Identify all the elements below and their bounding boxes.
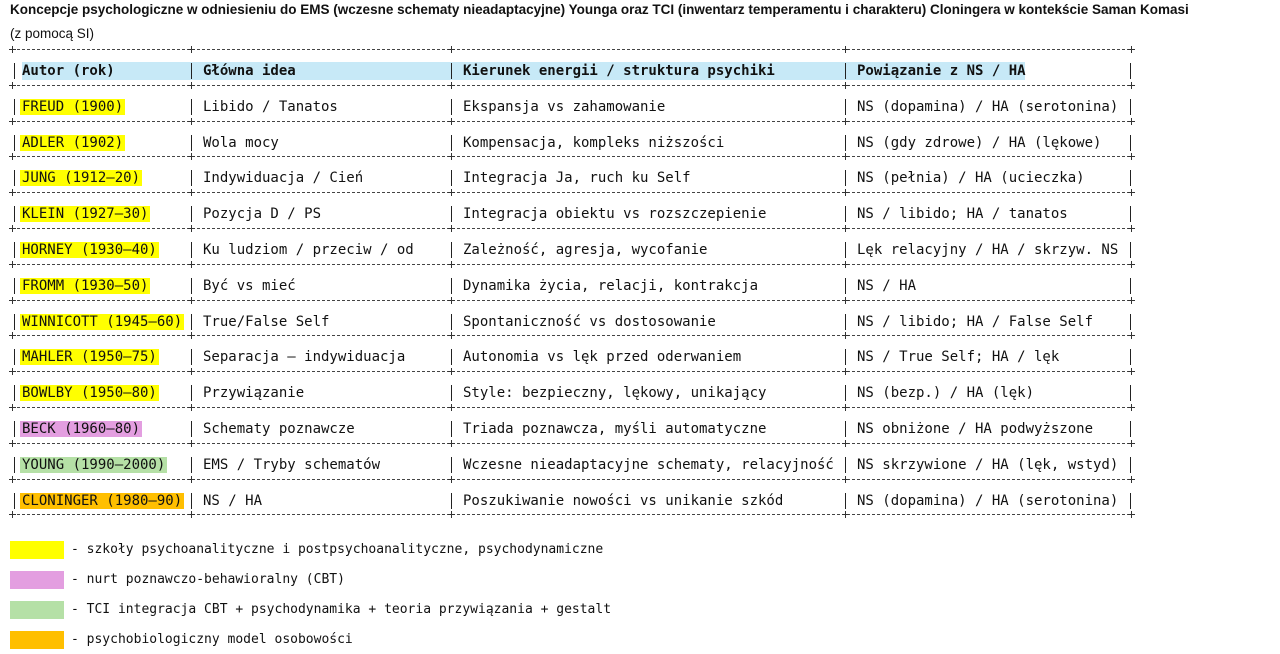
legend-swatch-orange bbox=[10, 631, 64, 649]
table-separator-line bbox=[12, 264, 1135, 265]
author-label: HORNEY (1930–40) bbox=[22, 242, 157, 258]
table-cell bbox=[463, 134, 724, 152]
cell-text: NS (gdy zdrowe) / HA (lękowe) bbox=[857, 135, 1102, 151]
table-cell bbox=[203, 420, 355, 438]
table-corner-marker bbox=[842, 404, 849, 411]
column-divider bbox=[1130, 493, 1131, 509]
column-divider bbox=[191, 63, 192, 79]
table-corner-marker bbox=[188, 476, 195, 483]
column-divider bbox=[14, 99, 15, 115]
table-corner-marker bbox=[448, 297, 455, 304]
table-corner-marker bbox=[448, 189, 455, 196]
header-label: Główna idea bbox=[203, 63, 296, 79]
page-title: Koncepcje psychologiczne w odniesieniu do EMS (wczesne schematy nieadaptacyjne) Younga oraz TCI (inwentarz temperamentu i charakteru) Cloningera w kontekście Saman Komasi bbox=[10, 2, 1189, 17]
table-cell bbox=[857, 348, 1059, 366]
column-divider bbox=[1130, 63, 1131, 79]
table-corner-marker bbox=[9, 368, 16, 375]
cell-text: Separacja – indywiduacja bbox=[203, 349, 406, 365]
table-corner-marker bbox=[448, 440, 455, 447]
table-corner-marker bbox=[842, 46, 849, 53]
table-cell bbox=[22, 420, 142, 438]
table-corner-marker bbox=[188, 118, 195, 125]
table-cell bbox=[22, 492, 184, 510]
table-corner-marker bbox=[1128, 189, 1135, 196]
table-corner-marker bbox=[448, 368, 455, 375]
table-separator-line bbox=[12, 371, 1135, 372]
table-cell bbox=[857, 456, 1118, 474]
table-corner-marker bbox=[1128, 46, 1135, 53]
table-corner-marker bbox=[1128, 153, 1135, 160]
legend-swatch-yellow bbox=[10, 541, 64, 559]
table-cell bbox=[203, 348, 405, 366]
table-corner-marker bbox=[9, 46, 16, 53]
table-cell bbox=[857, 277, 916, 295]
table-cell bbox=[203, 205, 321, 223]
cell-text: Przywiązanie bbox=[203, 385, 305, 401]
table-cell bbox=[463, 241, 707, 259]
table-separator-line bbox=[12, 49, 1135, 50]
cell-text: Libido / Tanatos bbox=[203, 99, 338, 115]
author-label: BOWLBY (1950–80) bbox=[22, 385, 157, 401]
column-divider bbox=[1130, 278, 1131, 294]
table-separator-line bbox=[12, 335, 1135, 336]
table-corner-marker bbox=[842, 261, 849, 268]
cell-text: Ekspansja vs zahamowanie bbox=[463, 99, 666, 115]
table-corner-marker bbox=[1128, 404, 1135, 411]
table-corner-marker bbox=[842, 225, 849, 232]
table-separator-line bbox=[12, 514, 1135, 515]
author-label: FREUD (1900) bbox=[22, 99, 124, 115]
column-divider bbox=[14, 170, 15, 186]
cell-text: Lęk relacyjny / HA / skrzyw. NS bbox=[857, 242, 1119, 258]
legend-swatch-green bbox=[10, 601, 64, 619]
table-corner-marker bbox=[448, 46, 455, 53]
table-corner-marker bbox=[1128, 118, 1135, 125]
table-cell bbox=[22, 313, 184, 331]
cell-text: NS / libido; HA / False Self bbox=[857, 314, 1094, 330]
column-divider bbox=[14, 206, 15, 222]
column-divider bbox=[191, 457, 192, 473]
table-cell bbox=[463, 313, 716, 331]
table-corner-marker bbox=[188, 46, 195, 53]
table-corner-marker bbox=[188, 297, 195, 304]
table-corner-marker bbox=[9, 511, 16, 518]
author-label: MAHLER (1950–75) bbox=[22, 349, 157, 365]
cell-text: NS (dopamina) / HA (serotonina) bbox=[857, 493, 1119, 509]
table-corner-marker bbox=[1128, 440, 1135, 447]
column-divider bbox=[191, 170, 192, 186]
column-divider bbox=[845, 242, 846, 258]
table-corner-marker bbox=[9, 297, 16, 304]
cell-text: Wola mocy bbox=[203, 135, 279, 151]
cell-text: EMS / Tryby schematów bbox=[203, 457, 381, 473]
column-divider bbox=[14, 63, 15, 79]
author-label: FROMM (1930–50) bbox=[22, 278, 149, 294]
header-label: Autor (rok) bbox=[22, 63, 115, 79]
column-divider bbox=[1130, 457, 1131, 473]
cell-text: NS (dopamina) / HA (serotonina) bbox=[857, 99, 1119, 115]
column-divider bbox=[14, 457, 15, 473]
column-divider bbox=[451, 242, 452, 258]
table-cell bbox=[463, 420, 766, 438]
table-corner-marker bbox=[448, 118, 455, 125]
table-cell bbox=[203, 492, 262, 510]
table-corner-marker bbox=[188, 261, 195, 268]
cell-text: Poszukiwanie nowości vs unikanie szkód bbox=[463, 493, 784, 509]
column-divider bbox=[14, 349, 15, 365]
column-divider bbox=[845, 99, 846, 115]
table-separator-line bbox=[12, 407, 1135, 408]
cell-text: Spontaniczność vs dostosowanie bbox=[463, 314, 716, 330]
column-divider bbox=[451, 457, 452, 473]
column-divider bbox=[191, 242, 192, 258]
table-corner-marker bbox=[188, 189, 195, 196]
page-subtitle: (z pomocą SI) bbox=[10, 26, 95, 41]
table-corner-marker bbox=[448, 404, 455, 411]
column-divider bbox=[451, 206, 452, 222]
cell-text: Schematy poznawcze bbox=[203, 421, 355, 437]
cell-text: Style: bezpieczny, lękowy, unikający bbox=[463, 385, 767, 401]
table-separator-line bbox=[12, 479, 1135, 480]
table-corner-marker bbox=[9, 82, 16, 89]
table-corner-marker bbox=[448, 476, 455, 483]
column-divider bbox=[191, 314, 192, 330]
table-corner-marker bbox=[842, 297, 849, 304]
cell-text: Ku ludziom / przeciw / od bbox=[203, 242, 414, 258]
table-cell bbox=[463, 98, 665, 116]
author-label: WINNICOTT (1945–60) bbox=[22, 314, 183, 330]
table-corner-marker bbox=[188, 82, 195, 89]
table-cell bbox=[22, 456, 167, 474]
table-cell bbox=[857, 241, 1118, 259]
table-corner-marker bbox=[9, 189, 16, 196]
table-separator-line bbox=[12, 121, 1135, 122]
cell-text: Być vs mieć bbox=[203, 278, 296, 294]
column-divider bbox=[451, 99, 452, 115]
legend-label: - psychobiologiczny model osobowości bbox=[71, 632, 353, 647]
column-divider bbox=[191, 385, 192, 401]
cell-text: Integracja obiektu vs rozszczepienie bbox=[463, 206, 767, 222]
table-cell bbox=[203, 313, 329, 331]
column-divider bbox=[191, 206, 192, 222]
column-divider bbox=[191, 99, 192, 115]
column-divider bbox=[845, 206, 846, 222]
table-cell bbox=[22, 98, 125, 116]
column-divider bbox=[845, 135, 846, 151]
table-cell bbox=[857, 98, 1118, 116]
column-divider bbox=[451, 63, 452, 79]
legend-label: - nurt poznawczo-behawioralny (CBT) bbox=[71, 572, 345, 587]
table-corner-marker bbox=[842, 118, 849, 125]
table-cell bbox=[857, 313, 1093, 331]
cell-text: Zależność, agresja, wycofanie bbox=[463, 242, 708, 258]
cell-text: NS / HA bbox=[857, 278, 917, 294]
column-divider bbox=[14, 278, 15, 294]
cell-text: NS obniżone / HA podwyższone bbox=[857, 421, 1094, 437]
table-corner-marker bbox=[448, 261, 455, 268]
cell-text: Indywiduacja / Cień bbox=[203, 170, 364, 186]
column-divider bbox=[1130, 99, 1131, 115]
column-divider bbox=[451, 493, 452, 509]
column-divider bbox=[191, 493, 192, 509]
column-divider bbox=[845, 385, 846, 401]
table-cell bbox=[203, 277, 296, 295]
column-divider bbox=[845, 170, 846, 186]
author-label: KLEIN (1927–30) bbox=[22, 206, 149, 222]
table-cell bbox=[203, 241, 414, 259]
table-separator-line bbox=[12, 192, 1135, 193]
table-corner-marker bbox=[842, 440, 849, 447]
author-label: ADLER (1902) bbox=[22, 135, 124, 151]
table-corner-marker bbox=[9, 118, 16, 125]
author-label: BECK (1960–80) bbox=[22, 421, 141, 437]
table-corner-marker bbox=[448, 511, 455, 518]
column-divider bbox=[1130, 421, 1131, 437]
column-divider bbox=[14, 242, 15, 258]
table-cell bbox=[463, 492, 783, 510]
table-corner-marker bbox=[9, 440, 16, 447]
column-divider bbox=[451, 170, 452, 186]
table-corner-marker bbox=[9, 476, 16, 483]
cell-text: NS (bezp.) / HA (lęk) bbox=[857, 385, 1035, 401]
author-label: JUNG (1912–20) bbox=[22, 170, 141, 186]
column-divider bbox=[845, 314, 846, 330]
table-corner-marker bbox=[9, 332, 16, 339]
author-label: YOUNG (1990–2000) bbox=[22, 457, 166, 473]
table-corner-marker bbox=[842, 189, 849, 196]
column-divider bbox=[191, 349, 192, 365]
table-corner-marker bbox=[842, 476, 849, 483]
cell-text: NS / True Self; HA / lęk bbox=[857, 349, 1060, 365]
table-cell bbox=[857, 384, 1034, 402]
table-corner-marker bbox=[188, 368, 195, 375]
table-cell bbox=[22, 384, 159, 402]
column-divider bbox=[451, 135, 452, 151]
header-cell bbox=[463, 62, 775, 80]
column-divider bbox=[14, 421, 15, 437]
column-divider bbox=[451, 314, 452, 330]
table-corner-marker bbox=[1128, 368, 1135, 375]
table-cell bbox=[463, 277, 758, 295]
table-corner-marker bbox=[842, 332, 849, 339]
table-cell bbox=[22, 348, 159, 366]
table-corner-marker bbox=[9, 404, 16, 411]
column-divider bbox=[451, 421, 452, 437]
table-corner-marker bbox=[448, 332, 455, 339]
table-corner-marker bbox=[188, 153, 195, 160]
cell-text: Wczesne nieadaptacyjne schematy, relacyjność bbox=[463, 457, 834, 473]
column-divider bbox=[14, 314, 15, 330]
column-divider bbox=[451, 385, 452, 401]
table-cell bbox=[857, 205, 1068, 223]
cell-text: Dynamika życia, relacji, kontrakcja bbox=[463, 278, 759, 294]
table-cell bbox=[857, 492, 1118, 510]
legend-label: - szkoły psychoanalityczne i postpsychoanalityczne, psychodynamiczne bbox=[71, 542, 604, 557]
table-cell bbox=[203, 384, 304, 402]
table-corner-marker bbox=[448, 82, 455, 89]
cell-text: Integracja Ja, ruch ku Self bbox=[463, 170, 691, 186]
table-corner-marker bbox=[842, 153, 849, 160]
cell-text: Kompensacja, kompleks niższości bbox=[463, 135, 725, 151]
table-cell bbox=[203, 98, 338, 116]
table-corner-marker bbox=[9, 225, 16, 232]
table-corner-marker bbox=[188, 511, 195, 518]
cell-text: True/False Self bbox=[203, 314, 330, 330]
table-cell bbox=[22, 134, 125, 152]
table-corner-marker bbox=[188, 404, 195, 411]
legend-label: - TCI integracja CBT + psychodynamika + teoria przywiązania + gestalt bbox=[71, 602, 612, 617]
column-divider bbox=[191, 421, 192, 437]
table-corner-marker bbox=[9, 153, 16, 160]
table-corner-marker bbox=[1128, 511, 1135, 518]
author-label: CLONINGER (1980–90) bbox=[22, 493, 183, 509]
table-corner-marker bbox=[842, 82, 849, 89]
legend-swatch-pink bbox=[10, 571, 64, 589]
table-corner-marker bbox=[842, 368, 849, 375]
cell-text: NS / libido; HA / tanatos bbox=[857, 206, 1068, 222]
table-cell bbox=[22, 205, 150, 223]
table-cell bbox=[463, 169, 691, 187]
table-corner-marker bbox=[1128, 332, 1135, 339]
header-label: Powiązanie z NS / HA bbox=[857, 63, 1026, 79]
table-cell bbox=[463, 456, 834, 474]
column-divider bbox=[845, 457, 846, 473]
table-separator-line bbox=[12, 85, 1135, 86]
column-divider bbox=[845, 493, 846, 509]
cell-text: Pozycja D / PS bbox=[203, 206, 322, 222]
table-separator-line bbox=[12, 443, 1135, 444]
table-corner-marker bbox=[1128, 261, 1135, 268]
table-corner-marker bbox=[188, 225, 195, 232]
column-divider bbox=[14, 385, 15, 401]
table-corner-marker bbox=[1128, 225, 1135, 232]
header-cell bbox=[857, 62, 1026, 80]
cell-text: NS / HA bbox=[203, 493, 263, 509]
column-divider bbox=[191, 278, 192, 294]
column-divider bbox=[1130, 242, 1131, 258]
header-cell bbox=[203, 62, 296, 80]
table-cell bbox=[203, 456, 380, 474]
table-separator-line bbox=[12, 228, 1135, 229]
column-divider bbox=[845, 63, 846, 79]
table-corner-marker bbox=[448, 225, 455, 232]
table-cell bbox=[857, 420, 1093, 438]
table-cell bbox=[857, 134, 1101, 152]
header-cell bbox=[22, 62, 115, 80]
column-divider bbox=[1130, 135, 1131, 151]
column-divider bbox=[451, 349, 452, 365]
column-divider bbox=[845, 278, 846, 294]
cell-text: Triada poznawcza, myśli automatyczne bbox=[463, 421, 767, 437]
table-cell bbox=[463, 205, 766, 223]
column-divider bbox=[1130, 206, 1131, 222]
column-divider bbox=[191, 135, 192, 151]
column-divider bbox=[14, 493, 15, 509]
table-separator-line bbox=[12, 300, 1135, 301]
table-corner-marker bbox=[842, 511, 849, 518]
cell-text: NS (pełnia) / HA (ucieczka) bbox=[857, 170, 1085, 186]
column-divider bbox=[845, 421, 846, 437]
table-corner-marker bbox=[9, 261, 16, 268]
cell-text: NS skrzywione / HA (lęk, wstyd) bbox=[857, 457, 1119, 473]
table-corner-marker bbox=[1128, 297, 1135, 304]
table-corner-marker bbox=[1128, 82, 1135, 89]
table-cell bbox=[463, 348, 741, 366]
table-separator-line bbox=[12, 156, 1135, 157]
table-cell bbox=[22, 277, 150, 295]
table-cell bbox=[203, 169, 363, 187]
cell-text: Autonomia vs lęk przed oderwaniem bbox=[463, 349, 742, 365]
header-label: Kierunek energii / struktura psychiki bbox=[463, 63, 775, 79]
table-cell bbox=[22, 169, 142, 187]
column-divider bbox=[1130, 170, 1131, 186]
table-cell bbox=[857, 169, 1085, 187]
column-divider bbox=[1130, 385, 1131, 401]
table-cell bbox=[22, 241, 159, 259]
column-divider bbox=[451, 278, 452, 294]
table-cell bbox=[463, 384, 766, 402]
column-divider bbox=[14, 135, 15, 151]
table-corner-marker bbox=[448, 153, 455, 160]
table-corner-marker bbox=[188, 440, 195, 447]
table-corner-marker bbox=[188, 332, 195, 339]
column-divider bbox=[1130, 349, 1131, 365]
column-divider bbox=[845, 349, 846, 365]
column-divider bbox=[1130, 314, 1131, 330]
table-corner-marker bbox=[1128, 476, 1135, 483]
table-cell bbox=[203, 134, 279, 152]
